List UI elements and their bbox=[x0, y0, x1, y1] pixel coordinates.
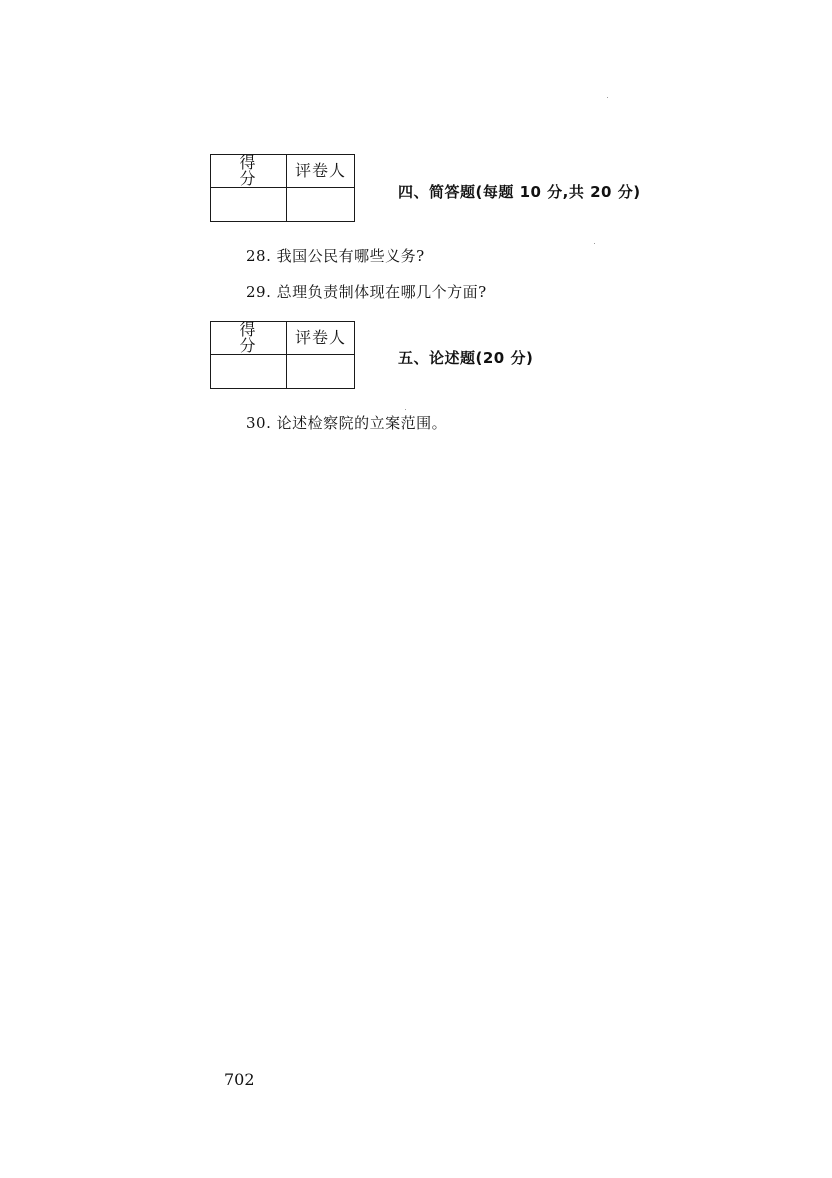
grader-label: 评卷人 bbox=[287, 322, 355, 355]
score-label: 得 分 bbox=[211, 322, 287, 355]
grader-cell bbox=[287, 355, 355, 389]
score-cell bbox=[211, 188, 287, 222]
section-title-short-answer: 四、简答题(每题 10 分,共 20 分) bbox=[398, 183, 641, 201]
grader-label: 评卷人 bbox=[287, 155, 355, 188]
question-30: 30. 论述检察院的立案范围。 bbox=[246, 414, 448, 432]
page-number: 702 bbox=[224, 1070, 255, 1089]
question-28: 28. 我国公民有哪些义务? bbox=[246, 247, 425, 265]
score-box-section-5 bbox=[210, 321, 355, 389]
scan-speck bbox=[405, 409, 406, 410]
grader-cell bbox=[287, 188, 355, 222]
score-box-section-4 bbox=[210, 154, 355, 222]
question-29: 29. 总理负责制体现在哪几个方面? bbox=[246, 283, 487, 301]
scan-speck bbox=[607, 97, 608, 98]
section-title-essay: 五、论述题(20 分) bbox=[398, 349, 534, 367]
score-cell bbox=[211, 355, 287, 389]
scan-speck bbox=[594, 243, 595, 244]
score-label: 得 分 bbox=[211, 155, 287, 188]
